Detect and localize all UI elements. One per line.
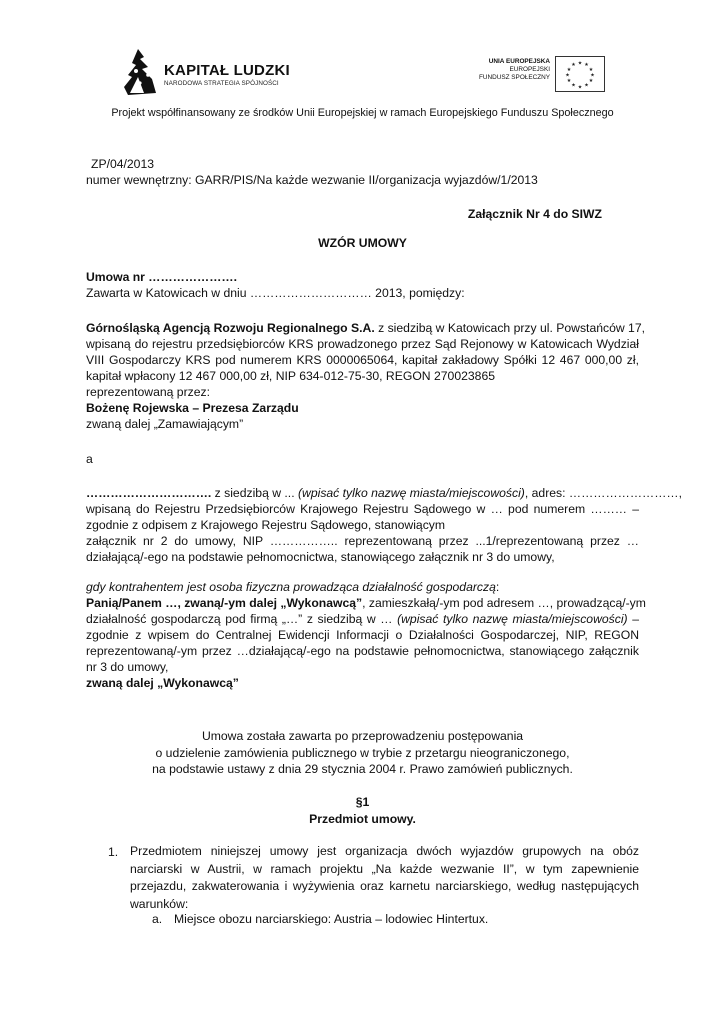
- party-1-representative: Bożenę Rojewska – Prezesa Zarządu: [86, 401, 299, 415]
- eu-line-2: EUROPEJSKI: [509, 66, 550, 74]
- party-2-person-dash: –: [627, 612, 639, 626]
- contract-basis-line-3: na podstawie ustawy z dnia 29 stycznia 2004 r. Prawo zamówień publicznych.: [152, 762, 573, 776]
- party-1-called: zwaną dalej „Zamawiającym”: [86, 417, 244, 431]
- contract-number: Umowa nr ………………….: [86, 270, 237, 284]
- document-title: WZÓR UMOWY: [318, 236, 407, 250]
- party-2-person-called: zwaną dalej „Wykonawcą”: [86, 676, 239, 690]
- party-2-person-firm: działalność gospodarczą pod firmą „…” z siedzibą w …: [86, 612, 398, 626]
- party-2-person-line-2: [86, 611, 639, 627]
- section-1-number: §1: [355, 795, 370, 809]
- party-1-line-1-rest: z siedzibą w Katowicach przy ul. Powstańców 17,: [374, 321, 645, 335]
- svg-text:★: ★: [584, 62, 589, 69]
- party-2-company-address: , adres: ………………………,: [524, 486, 682, 500]
- project-cofinancing-note: Projekt współfinansowany ze środków Unii Europejskiej w ramach Europejskiego Funduszu Społecznego: [111, 107, 614, 119]
- party-2-company-seat-hint: (wpisać tylko nazwę miasta/miejscowości): [297, 486, 525, 500]
- eu-line-1: UNIA EUROPEJSKA: [488, 58, 550, 65]
- svg-text:★: ★: [571, 62, 576, 69]
- party-1-represented: reprezentowaną przez:: [86, 385, 210, 399]
- kapital-ludzki-subtitle: NARODOWA STRATEGIA SPÓJNOŚCI: [164, 80, 279, 87]
- internal-number: numer wewnętrzny: GARR/PIS/Na każde wezwanie II/organizacja wyjazdów/1/2013: [86, 173, 538, 187]
- party-2-person-line-3: zgodnie z wpisem do Centralnej Ewidencji Informacji o Działalności Gospodarczej, NIP, REGON: [86, 628, 639, 642]
- party-2-company-seat: z siedzibą w ...: [211, 486, 298, 500]
- party-2-person-line-1: [86, 595, 646, 611]
- party-2-person-address: , zamieszkałą/-ym pod adresem …, prowadzącą/-ym: [362, 596, 646, 610]
- svg-text:★: ★: [571, 82, 576, 89]
- party-2-company-line-2: wpisaną do Rejestru Przedsiębiorców Krajowego Rejestru Sądowego w … pod numerem ……… –: [86, 502, 639, 516]
- section-1-title: Przedmiot umowy.: [309, 812, 416, 826]
- kapital-ludzki-logo: [122, 47, 297, 99]
- reference-number: ZP/04/2013: [91, 157, 155, 171]
- sub-item-a-letter: a.: [152, 912, 163, 926]
- attachment-label: Załącznik Nr 4 do SIWZ: [467, 207, 602, 221]
- list-item-1-line-4: warunków:: [130, 896, 189, 911]
- party-2-company-block: [86, 485, 682, 565]
- svg-text:★: ★: [565, 72, 570, 79]
- svg-text:★: ★: [577, 60, 583, 67]
- party-2-person-intro-colon: :: [495, 580, 500, 594]
- svg-text:★: ★: [566, 78, 572, 84]
- svg-text:★: ★: [577, 84, 583, 91]
- kapital-ludzki-emblem-icon: [122, 47, 162, 99]
- contract-basis-line-2: o udzielenie zamówienia publicznego w trybie z przetargu nieograniczonego,: [155, 745, 570, 760]
- sub-item-a-text: Miejsce obozu narciarskiego: Austria – lodowiec Hintertux.: [174, 912, 489, 926]
- eu-line-3: FUNDUSZ SPOŁECZNY: [478, 74, 550, 82]
- svg-text:★: ★: [588, 67, 594, 73]
- party-2-person-name: Panią/Panem …, zwaną/-ym dalej „Wykonawcą”: [86, 596, 363, 610]
- list-item-1-line-1: Przedmiotem niniejszej umowy jest organizacja dwóch wyjazdów grupowych na obóz: [130, 844, 639, 858]
- list-item-1-number: 1.: [108, 845, 119, 859]
- conjunction-and: a: [86, 452, 93, 466]
- party-2-person-block: [86, 579, 646, 691]
- party-2-company-line-3: zgodnie z odpisem z Krajowego Rejestru Sądowego, stanowiącym: [86, 518, 446, 532]
- contract-concluded: Zawarta w Katowicach w dniu ………………………… 2013, pomiędzy:: [86, 286, 465, 300]
- contract-basis: [0, 728, 725, 778]
- svg-text:★: ★: [590, 72, 595, 79]
- party-2-person-intro-text: gdy kontrahentem jest osoba fizyczna prowadząca działalność gospodarczą: [86, 580, 496, 594]
- party-1-name: Górnośląską Agencją Rozwoju Regionalnego S.A.: [86, 321, 375, 335]
- party-2-person-line-5: nr 3 do umowy,: [86, 660, 169, 674]
- party-1-block: [86, 320, 645, 432]
- eu-logo: [470, 56, 605, 92]
- party-1-line-3: VIII Gospodarczy KRS pod numerem KRS 0000065064, kapitał zakładowy Spółki 12 467 000,00 zł,: [86, 353, 639, 367]
- list-item-1-body: [130, 843, 639, 913]
- kapital-ludzki-title: KAPITAŁ LUDZKI: [164, 62, 290, 79]
- party-2-person-intro: [86, 579, 639, 595]
- eu-logo-text: [479, 58, 550, 83]
- party-2-company-name-placeholder: ………………………….: [86, 486, 212, 500]
- svg-text:★: ★: [584, 82, 589, 89]
- svg-text:★: ★: [566, 67, 572, 73]
- party-1-line-1: [86, 320, 645, 336]
- party-2-person-line-4: reprezentowaną/-ym przez …działającą/-ego na podstawie pełnomocnictwa, stanowiącego załącznik: [86, 644, 639, 658]
- svg-text:★: ★: [588, 78, 594, 84]
- party-2-company-line-4: załącznik nr 2 do umowy, NIP …………….. reprezentowaną przez ...1/reprezentowaną przez …: [86, 534, 639, 548]
- party-2-person-seat-hint: (wpisać tylko nazwę miasta/miejscowości): [397, 612, 628, 626]
- list-item-1-line-3: przejazdu, zakwaterowania i wyżywienia oraz karnetu narciarskiego, według następujących: [130, 879, 639, 893]
- contract-basis-line-1: Umowa została zawarta po przeprowadzeniu postępowania: [201, 729, 524, 743]
- party-2-company-line-5: działającą/-ego na podstawie pełnomocnictwa, stanowiącego załącznik nr 3 do umowy,: [86, 550, 555, 564]
- party-1-line-2: wpisaną do rejestru przedsiębiorców KRS prowadzonego przez Sąd Rejonowy w Katowicach Wydział: [86, 337, 639, 351]
- party-2-company-line-1: [86, 485, 682, 501]
- party-1-line-4: kapitał wpłacony 12 467 000,00 zł, NIP 634-012-75-30, REGON 270023865: [86, 369, 496, 383]
- eu-flag-icon: [555, 56, 605, 92]
- list-item-1-line-2: narciarski w Austrii, w ramach projektu „Na każde wezwanie II”, w tym zapewnienie: [130, 861, 639, 876]
